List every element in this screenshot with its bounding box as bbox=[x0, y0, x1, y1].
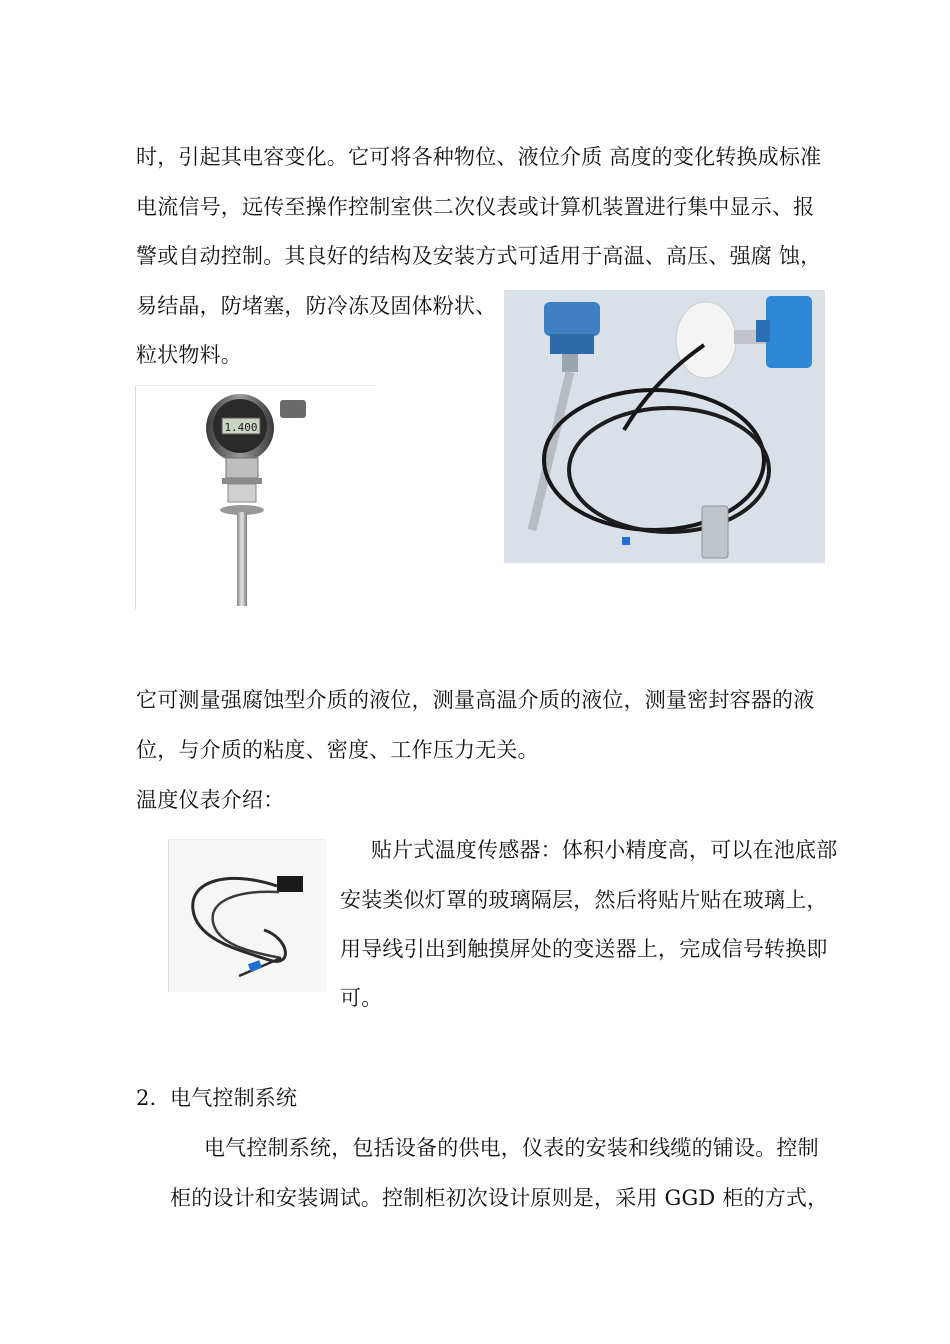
level-transmitter-photo bbox=[135, 385, 377, 609]
section-number: 2. bbox=[136, 1086, 157, 1110]
temperature-sensor-photo bbox=[168, 839, 326, 992]
paragraph-line: 位，与介质的粘度、密度、工作压力无关。 bbox=[136, 738, 539, 762]
paragraph-line: 警或自动控制。其良好的结构及安装方式可适用于高温、高压、强腐 蚀， bbox=[136, 244, 822, 268]
paragraph-line: 安装类似灯罩的玻璃隔层，然后将贴片贴在玻璃上， bbox=[340, 888, 828, 912]
section-heading: 电气控制系统 bbox=[170, 1086, 298, 1110]
paragraph-line: 它可测量强腐蚀型介质的液位，测量高温介质的液位，测量密封容器的液 bbox=[136, 688, 815, 712]
remote-transmitter-photo bbox=[504, 290, 825, 563]
paragraph-line: 用导线引出到触摸屏处的变送器上，完成信号转换即 bbox=[340, 937, 828, 961]
paragraph-line: 贴片式温度传感器：体积小精度高，可以在池底部 bbox=[371, 838, 838, 862]
paragraph-line: 时，引起其电容变化。它可将各种物位、液位介质 高度的变化转换成标准 bbox=[136, 145, 822, 169]
paragraph-line: 可。 bbox=[340, 986, 383, 1010]
paragraph-line: 电气控制系统，包括设备的供电，仪表的安装和线缆的铺设。控制 bbox=[204, 1136, 819, 1160]
display-reading: 1.400 bbox=[224, 421, 258, 434]
paragraph-line: 柜的设计和安装调试。控制柜初次设计原则是，采用 GGD 柜的方式， bbox=[170, 1186, 829, 1210]
paragraph-line: 易结晶，防堵塞，防冷冻及固体粉状、 bbox=[136, 294, 497, 318]
paragraph-line: 电流信号，远传至操作控制室供二次仪表或计算机装置进行集中显示、报 bbox=[136, 195, 815, 219]
section-heading: 温度仪表介绍： bbox=[136, 788, 285, 812]
paragraph-line: 粒状物料。 bbox=[136, 343, 242, 367]
